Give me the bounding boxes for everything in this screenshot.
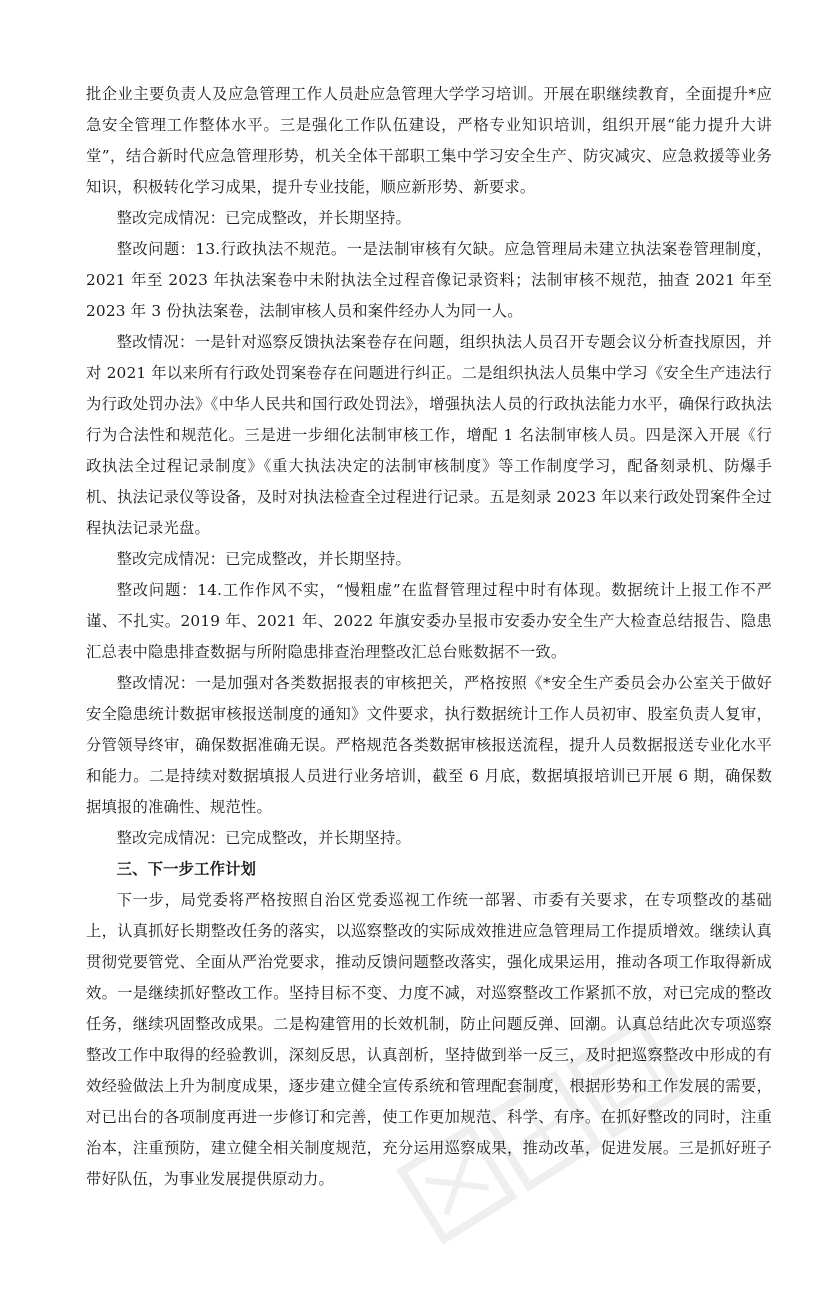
paragraph-completion-status-3: 整改完成情况：已完成整改，并长期坚持。 [116,829,412,847]
paragraph-next-steps: 下一步，局党委将严格按照自治区党委巡视工作统一部署、市委有关要求，在专项整改的基础上，认真抓好长期整改任务的落实，以巡察整改的实际成效推进应急管理局工作提质增效。继续认真贯彻党要管党、全面从严治党要求，推动反馈问题整改落实，强化成果运用，推动各项工作取得新成效。一是继续抓好整改工作。坚持目标不变、力度不减，对巡察整改工作紧抓不放，对已完成的整改任务，继续巩固整改成果。二是构建管用的长效机制，防止问题反弹、回潮。认真总结此次专项巡察整改工作中取得的经验教训，深刻反思，认真剖析，坚持做到举一反三，及时把巡察整改中形成的有效经验做法上升为制度成果，逐步建立健全宣传系统和管理配套制度，根据形势和工作发展的需要，对已出台的各项制度再进一步修订和完善，使工作更加规范、科学、有序。在抓好整改的同时，注重治本，注重预防，建立健全相关制度规范，充分运用巡察成果，推动改革，促进发展。三是抓好班子带好队伍，为事业发展提供原动力。 [86,891,772,1188]
paragraph-completion-status-2: 整改完成情况：已完成整改，并长期坚持。 [116,550,412,568]
paragraph-rectification-13: 整改情况：一是针对巡察反馈执法案卷存在问题，组织执法人员召开专题会议分析查找原因，并对 2021 年以来所有行政处罚案卷存在问题进行纠正。二是组织执法人员集中学习《安全生产违法行为行政处罚办法》《中华人民共和国行政处罚法》，增强执法人员的行政执法能力水平，确保行政执法行为合法性和规范化。三是进一步细化法制审核工作，增配 1 名法制审核人员。四是深入开展《行政执法全过程记录制度》《重大执法决定的法制审核制度》等工作制度学习，配备刻录机、防爆手机、执法记录仪等设备，及时对执法检查全过程进行记录。五是刻录 2023 年以来行政处罚案件全过程执法记录光盘。 [86,333,772,537]
section-heading-next-steps: 三、下一步工作计划 [116,860,257,878]
paragraph-completion-status-1: 整改完成情况：已完成整改，并长期坚持。 [116,209,412,227]
document-body [86,79,772,1195]
paragraph-rectification-14: 整改情况：一是加强对各类数据报表的审核把关，严格按照《*安全生产委员会办公室关于做好安全隐患统计数据审核报送制度的通知》文件要求，执行数据统计工作人员初审、股室负责人复审，分管领导终审，确保数据准确无误。严格规范各类数据审核报送流程，提升人员数据报送专业化水平和能力。二是持续对数据填报人员进行业务培训，截至 6 月底，数据填报培训已开展 6 期，确保数据填报的准确性、规范性。 [86,674,772,816]
paragraph-issue-13: 整改问题：13.行政执法不规范。一是法制审核有欠缺。应急管理局未建立执法案卷管理制度，2021 年至 2023 年执法案卷中未附执法全过程音像记录资料；法制审核不规范，抽查 2021 年至 2023 年 3 份执法案卷，法制审核人员和案件经办人为同一人。 [86,240,772,320]
paragraph-continuation: 批企业主要负责人及应急管理工作人员赴应急管理大学学习培训。开展在职继续教育，全面提升*应急安全管理工作整体水平。三是强化工作队伍建设，严格专业知识培训，组织开展“能力提升大讲堂”，结合新时代应急管理形势，机关全体干部职工集中学习安全生产、防灾减灾、应急救援等业务知识，积极转化学习成果，提升专业技能，顺应新形势、新要求。 [86,85,772,196]
paragraph-issue-14: 整改问题：14.工作作风不实，“慢粗虚”在监督管理过程中时有体现。数据统计上报工作不严谨、不扎实。2019 年、2021 年、2022 年旗安委办呈报市安委办安全生产大检查总结报告、隐患汇总表中隐患排查数据与所附隐患排查治理整改汇总台账数据不一致。 [86,581,772,661]
